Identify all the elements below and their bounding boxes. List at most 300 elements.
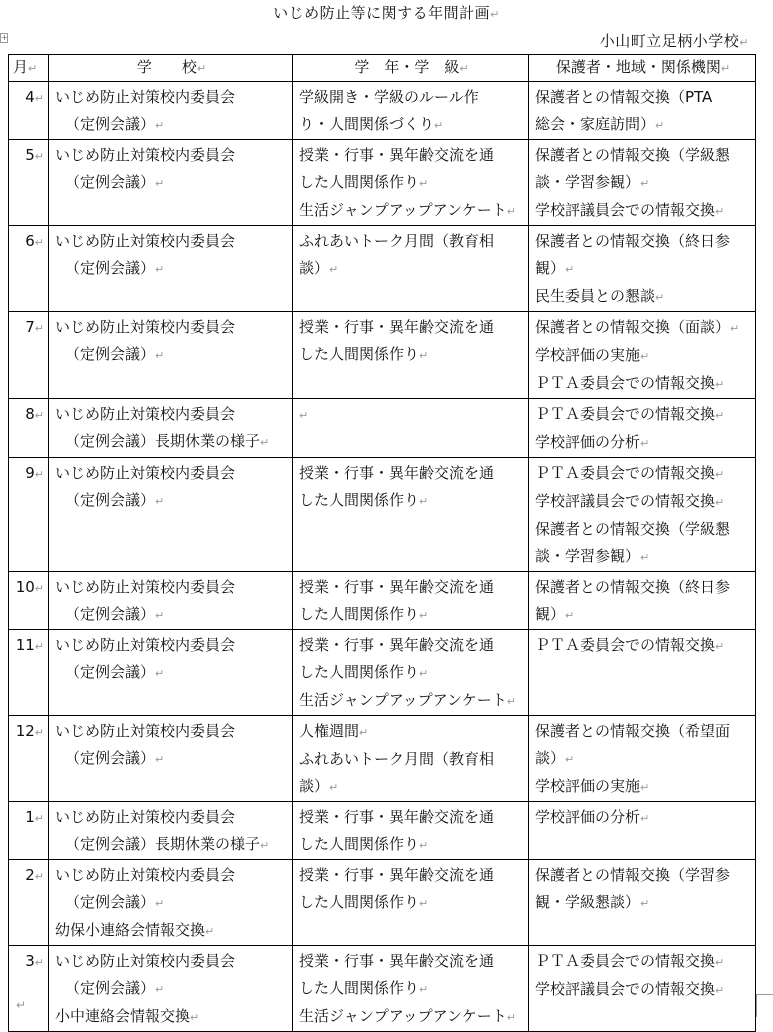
school-text: いじめ防止対策校内委員会 (55, 952, 236, 970)
paragraph-mark: ↵ (419, 983, 429, 996)
parent-line (535, 601, 751, 629)
table-row (9, 630, 756, 716)
school-line (55, 601, 288, 629)
month-value: 2 (25, 866, 35, 884)
parent-cell (529, 82, 756, 140)
parent-text: 保護者との情報交換（学級懇 (535, 146, 731, 164)
grade-text: 授業・行事・異年齢交流を通 (299, 464, 495, 482)
paragraph-mark: ↵ (419, 177, 429, 190)
month-cell (9, 458, 49, 572)
month-cell (9, 572, 49, 630)
parent-cell (529, 312, 756, 399)
school-line (55, 975, 288, 1003)
grade-text: 授業・行事・異年齢交流を通 (299, 578, 495, 596)
school-text: いじめ防止対策校内委員会 (55, 808, 236, 826)
school-line (55, 718, 288, 745)
school-text: いじめ防止対策校内委員会 (55, 866, 236, 884)
parent-line (535, 429, 751, 457)
paragraph-mark: ↵ (329, 263, 339, 276)
paragraph-mark: ↵ (34, 150, 44, 163)
parent-text: 学校評価の分析 (535, 433, 641, 451)
parent-line (535, 401, 751, 429)
grade-text: り・人間関係づくり (299, 115, 435, 133)
paragraph-mark: ↵ (459, 62, 469, 75)
paragraph-mark: ↵ (655, 119, 665, 132)
school-line (55, 428, 288, 456)
grade-line (299, 111, 524, 139)
paragraph-mark: ↵ (155, 609, 165, 622)
grade-line (299, 84, 524, 111)
parent-line (535, 255, 751, 283)
parent-line (535, 460, 751, 488)
parent-text: 保護者との情報交換（終日参 (535, 578, 731, 596)
paragraph-mark: ↵ (506, 205, 516, 218)
grade-line (299, 169, 524, 197)
table-row (9, 140, 756, 226)
grade-text: 授業・行事・異年齢交流を通 (299, 952, 495, 970)
paragraph-mark: ↵ (16, 998, 27, 1012)
paragraph-mark: ↵ (640, 437, 650, 450)
grade-line (299, 632, 524, 659)
paragraph-mark: ↵ (196, 62, 207, 75)
table-body (9, 82, 756, 1032)
document-title (0, 2, 773, 23)
school-line (55, 84, 288, 111)
paragraph-mark: ↵ (715, 956, 725, 969)
header-parent-label: 保護者・地域・関係機関 (555, 58, 721, 76)
paragraph-mark: ↵ (490, 8, 500, 21)
paragraph-mark: ↵ (299, 409, 309, 422)
school-text: いじめ防止対策校内委員会 (55, 722, 236, 740)
grade-text: ふれあいトーク月間（教育相 (299, 232, 495, 250)
header-parent (529, 55, 756, 82)
parent-line (535, 574, 751, 601)
grade-line (299, 314, 524, 341)
school-line (55, 401, 288, 428)
month-cell (9, 630, 49, 716)
school-line (55, 487, 288, 515)
grade-text: 生活ジャンプアップアンケート (299, 691, 507, 709)
paragraph-mark: ↵ (640, 897, 650, 910)
school-text: 幼保小連絡会情報交換 (55, 921, 206, 939)
month-value: 6 (25, 232, 35, 250)
month-cell (9, 716, 49, 802)
school-text: （定例会議）長期休業の様子 (65, 835, 261, 853)
school-text: いじめ防止対策校内委員会 (55, 464, 236, 482)
parent-line (535, 804, 751, 832)
grade-cell (293, 860, 529, 946)
school-text: （定例会議） (65, 345, 156, 363)
header-grade-label: 学 年・学 級 (354, 58, 460, 76)
month-value: 10 (15, 578, 35, 596)
grade-text: 授業・行事・異年齢交流を通 (299, 636, 495, 654)
paragraph-mark: ↵ (715, 409, 725, 422)
paragraph-mark: ↵ (155, 263, 165, 276)
school-text: （定例会議） (65, 173, 156, 191)
school-text: 小中連絡会情報交換 (55, 1007, 191, 1025)
parent-line (535, 948, 751, 976)
month-value: 11 (15, 636, 35, 654)
parent-text: 保護者との情報交換（面談） (535, 318, 731, 336)
paragraph-mark: ↵ (640, 350, 650, 363)
paragraph-mark: ↵ (715, 640, 725, 653)
parent-cell (529, 946, 756, 1032)
grade-text: 生活ジャンプアップアンケート (299, 201, 507, 219)
table-row (9, 458, 756, 572)
parent-line (535, 543, 751, 571)
school-line (55, 917, 288, 945)
school-cell (49, 946, 293, 1032)
school-cell (49, 226, 293, 312)
grade-text: ふれあいトーク月間（教育相 (299, 750, 495, 768)
grade-text: 人権週間 (299, 722, 360, 740)
grade-text: 生活ジャンプアップアンケート (299, 1007, 507, 1025)
school-text: いじめ防止対策校内委員会 (55, 636, 236, 654)
table-header-row (9, 55, 756, 82)
paragraph-mark: ↵ (34, 322, 44, 335)
parent-text: 観・学級懇談） (535, 893, 641, 911)
month-value: 9 (25, 464, 35, 482)
parent-text: 学校評議員会での情報交換 (535, 980, 716, 998)
parent-line (535, 228, 751, 255)
parent-line (535, 745, 751, 773)
grade-cell (293, 140, 529, 226)
school-line (55, 1003, 288, 1031)
paragraph-mark: ↵ (155, 753, 165, 766)
paragraph-mark: ↵ (155, 667, 165, 680)
paragraph-mark: ↵ (34, 812, 44, 825)
school-line (55, 659, 288, 687)
grade-line (299, 460, 524, 487)
paragraph-mark: ↵ (34, 468, 44, 481)
grade-text: した人間関係作り (299, 663, 420, 681)
grade-line (299, 228, 524, 255)
grade-cell (293, 399, 529, 458)
month-value: 12 (15, 722, 35, 740)
grade-text: した人間関係作り (299, 605, 420, 623)
parent-text: ＰＴＡ委員会での情報交換 (535, 952, 716, 970)
school-cell (49, 572, 293, 630)
paragraph-mark: ↵ (506, 1011, 516, 1024)
paragraph-mark: ↵ (419, 839, 429, 852)
grade-line (299, 948, 524, 975)
grade-line (299, 804, 524, 831)
school-line (55, 862, 288, 889)
paragraph-mark: ↵ (715, 205, 725, 218)
month-cell (9, 860, 49, 946)
parent-line (535, 84, 751, 111)
paragraph-mark: ↵ (640, 551, 650, 564)
header-school-label: 学 校 (136, 58, 197, 76)
month-cell (9, 802, 49, 860)
school-line (55, 831, 288, 859)
school-cell (49, 399, 293, 458)
grade-text: 談） (299, 777, 330, 795)
grade-line (299, 718, 524, 746)
grade-line (299, 889, 524, 917)
parent-cell (529, 226, 756, 312)
parent-line (535, 197, 751, 225)
grade-text: した人間関係作り (299, 835, 420, 853)
grade-text: 談） (299, 259, 330, 277)
school-line (55, 804, 288, 831)
paragraph-mark: ↵ (34, 582, 44, 595)
header-month-label: 月 (13, 58, 29, 76)
parent-text: 談・学習参観） (535, 173, 641, 191)
school-name (600, 30, 749, 51)
parent-text: 保護者との情報交換（終日参 (535, 232, 731, 250)
grade-line (299, 659, 524, 687)
school-text: （定例会議） (65, 979, 156, 997)
grade-text: した人間関係作り (299, 345, 420, 363)
month-cell (9, 312, 49, 399)
school-line (55, 632, 288, 659)
school-line (55, 948, 288, 975)
table-row (9, 946, 756, 1032)
parent-text: 学校評価の実施 (535, 346, 641, 364)
school-line (55, 574, 288, 601)
parent-line (535, 632, 751, 660)
paragraph-mark: ↵ (34, 409, 44, 422)
parent-cell (529, 458, 756, 572)
month-value: 8 (25, 405, 35, 423)
school-text: いじめ防止対策校内委員会 (55, 88, 236, 106)
paragraph-mark: ↵ (640, 177, 650, 190)
parent-text: 学校評価の分析 (535, 808, 641, 826)
annual-plan-table (8, 54, 756, 1032)
paragraph-mark: ↵ (419, 349, 429, 362)
school-text: いじめ防止対策校内委員会 (55, 318, 236, 336)
paragraph-mark: ↵ (190, 1011, 200, 1024)
header-school (49, 55, 293, 82)
paragraph-mark: ↵ (720, 62, 731, 75)
school-text: いじめ防止対策校内委員会 (55, 578, 236, 596)
school-line (55, 314, 288, 341)
school-text: （定例会議） (65, 749, 156, 767)
grade-text: 授業・行事・異年齢交流を通 (299, 318, 495, 336)
school-text: （定例会議） (65, 491, 156, 509)
grade-cell (293, 82, 529, 140)
paragraph-mark: ↵ (419, 609, 429, 622)
school-text: （定例会議） (65, 115, 156, 133)
month-cell (9, 82, 49, 140)
school-cell (49, 82, 293, 140)
paragraph-mark: ↵ (565, 263, 575, 276)
paragraph-mark: ↵ (419, 495, 429, 508)
month-cell (9, 946, 49, 1032)
grade-text: 授業・行事・異年齢交流を通 (299, 146, 495, 164)
page-corner-marker (756, 994, 773, 1017)
school-cell (49, 312, 293, 399)
month-value: 5 (25, 146, 35, 164)
grade-line (299, 975, 524, 1003)
parent-text: 談・学習参観） (535, 547, 641, 565)
school-line (55, 169, 288, 197)
table-row (9, 716, 756, 802)
grade-cell (293, 458, 529, 572)
grade-cell (293, 312, 529, 399)
paragraph-mark: ↵ (715, 468, 725, 481)
grade-line (299, 746, 524, 773)
school-text: いじめ防止対策校内委員会 (55, 146, 236, 164)
paragraph-mark: ↵ (434, 119, 444, 132)
school-line (55, 255, 288, 283)
grade-cell (293, 226, 529, 312)
paragraph-mark: ↵ (655, 291, 665, 304)
parent-text: 保護者との情報交換（学習参 (535, 866, 731, 884)
month-cell (9, 399, 49, 458)
parent-line (535, 169, 751, 197)
paragraph-mark: ↵ (640, 781, 650, 794)
document-title-text: いじめ防止等に関する年間計画 (273, 4, 491, 22)
school-line (55, 460, 288, 487)
paragraph-mark: ↵ (34, 870, 44, 883)
paragraph-mark: ↵ (34, 92, 44, 105)
paragraph-mark: ↵ (34, 640, 44, 653)
header-month (9, 55, 49, 82)
table-row (9, 226, 756, 312)
parent-line (535, 718, 751, 745)
paragraph-mark: ↵ (715, 496, 725, 509)
parent-text: 保護者との情報交換（希望面 (535, 722, 731, 740)
grade-text: した人間関係作り (299, 173, 420, 191)
grade-line (299, 831, 524, 859)
grade-cell (293, 802, 529, 860)
paragraph-mark: ↵ (715, 378, 725, 391)
paragraph-mark: ↵ (155, 119, 165, 132)
paragraph-mark: ↵ (155, 495, 165, 508)
month-value: 1 (25, 808, 35, 826)
grade-cell (293, 630, 529, 716)
parent-text: 保護者との情報交換（学級懇 (535, 520, 731, 538)
school-text: （定例会議） (65, 259, 156, 277)
parent-line (535, 976, 751, 1004)
paragraph-mark: ↵ (34, 956, 44, 969)
school-text: いじめ防止対策校内委員会 (55, 232, 236, 250)
paragraph-mark: ↵ (260, 436, 270, 449)
paragraph-mark: ↵ (155, 897, 165, 910)
school-cell (49, 860, 293, 946)
parent-text: 観） (535, 259, 566, 277)
parent-text: 民生委員との懇談 (535, 287, 656, 305)
grade-line (299, 255, 524, 283)
school-name-text: 小山町立足柄小学校 (599, 32, 740, 50)
month-cell (9, 140, 49, 226)
table-move-handle-icon[interactable]: + (1, 33, 8, 42)
parent-line (535, 142, 751, 169)
school-text: （定例会議） (65, 605, 156, 623)
parent-line (535, 111, 751, 139)
grade-text: 授業・行事・異年齢交流を通 (299, 866, 495, 884)
table-row (9, 82, 756, 140)
paragraph-mark: ↵ (739, 36, 749, 49)
parent-text: ＰＴＡ委員会での情報交換 (535, 636, 716, 654)
grade-line (299, 487, 524, 515)
header-grade (293, 55, 529, 82)
grade-line (299, 862, 524, 889)
parent-text: 学校評議員会での情報交換 (535, 492, 716, 510)
grade-line (299, 341, 524, 369)
parent-line (535, 889, 751, 917)
school-text: （定例会議）長期休業の様子 (65, 432, 261, 450)
parent-text: 学校評価の実施 (535, 777, 641, 795)
paragraph-mark: ↵ (329, 781, 339, 794)
paragraph-mark: ↵ (260, 839, 270, 852)
grade-cell (293, 716, 529, 802)
parent-cell (529, 630, 756, 716)
paragraph-mark: ↵ (506, 695, 516, 708)
paragraph-mark: ↵ (640, 812, 650, 825)
school-cell (49, 140, 293, 226)
table-row (9, 399, 756, 458)
month-cell (9, 226, 49, 312)
grade-line (299, 401, 524, 429)
paragraph-mark: ↵ (34, 236, 44, 249)
grade-text: 授業・行事・異年齢交流を通 (299, 808, 495, 826)
month-value: 4 (25, 88, 35, 106)
grade-line (299, 142, 524, 169)
parent-line (535, 283, 751, 311)
parent-line (535, 370, 751, 398)
school-line (55, 142, 288, 169)
paragraph-mark: ↵ (565, 609, 575, 622)
parent-text: ＰＴＡ委員会での情報交換 (535, 374, 716, 392)
school-cell (49, 458, 293, 572)
school-line (55, 745, 288, 773)
parent-text: 総会・家庭訪問） (535, 115, 656, 133)
paragraph-mark: ↵ (565, 753, 575, 766)
grade-text: した人間関係作り (299, 491, 420, 509)
school-line (55, 228, 288, 255)
table-row (9, 572, 756, 630)
paragraph-mark: ↵ (155, 983, 165, 996)
paragraph-mark: ↵ (28, 62, 38, 75)
parent-line (535, 862, 751, 889)
month-value: 3 (25, 952, 35, 970)
parent-text: ＰＴＡ委員会での情報交換 (535, 464, 716, 482)
paragraph-mark: ↵ (155, 349, 165, 362)
paragraph-mark: ↵ (730, 322, 740, 335)
paragraph-mark: ↵ (205, 925, 215, 938)
parent-line (535, 314, 751, 342)
parent-text: 談） (535, 749, 566, 767)
paragraph-mark: ↵ (155, 177, 165, 190)
table-row (9, 802, 756, 860)
grade-line (299, 1003, 524, 1031)
parent-cell (529, 572, 756, 630)
parent-line (535, 488, 751, 516)
parent-text: 保護者との情報交換（PTA (535, 88, 713, 106)
table-row (9, 860, 756, 946)
parent-text: 観） (535, 605, 566, 623)
paragraph-mark: ↵ (419, 667, 429, 680)
table-row (9, 312, 756, 399)
school-line (55, 111, 288, 139)
grade-line (299, 687, 524, 715)
parent-text: 学校評議員会での情報交換 (535, 201, 716, 219)
parent-cell (529, 860, 756, 946)
parent-line (535, 342, 751, 370)
grade-cell (293, 572, 529, 630)
paragraph-mark: ↵ (419, 897, 429, 910)
month-value: 7 (25, 318, 35, 336)
school-line (55, 889, 288, 917)
grade-line (299, 601, 524, 629)
paragraph-mark: ↵ (715, 984, 725, 997)
grade-line (299, 773, 524, 801)
paragraph-mark: ↵ (34, 726, 44, 739)
school-text: （定例会議） (65, 663, 156, 681)
